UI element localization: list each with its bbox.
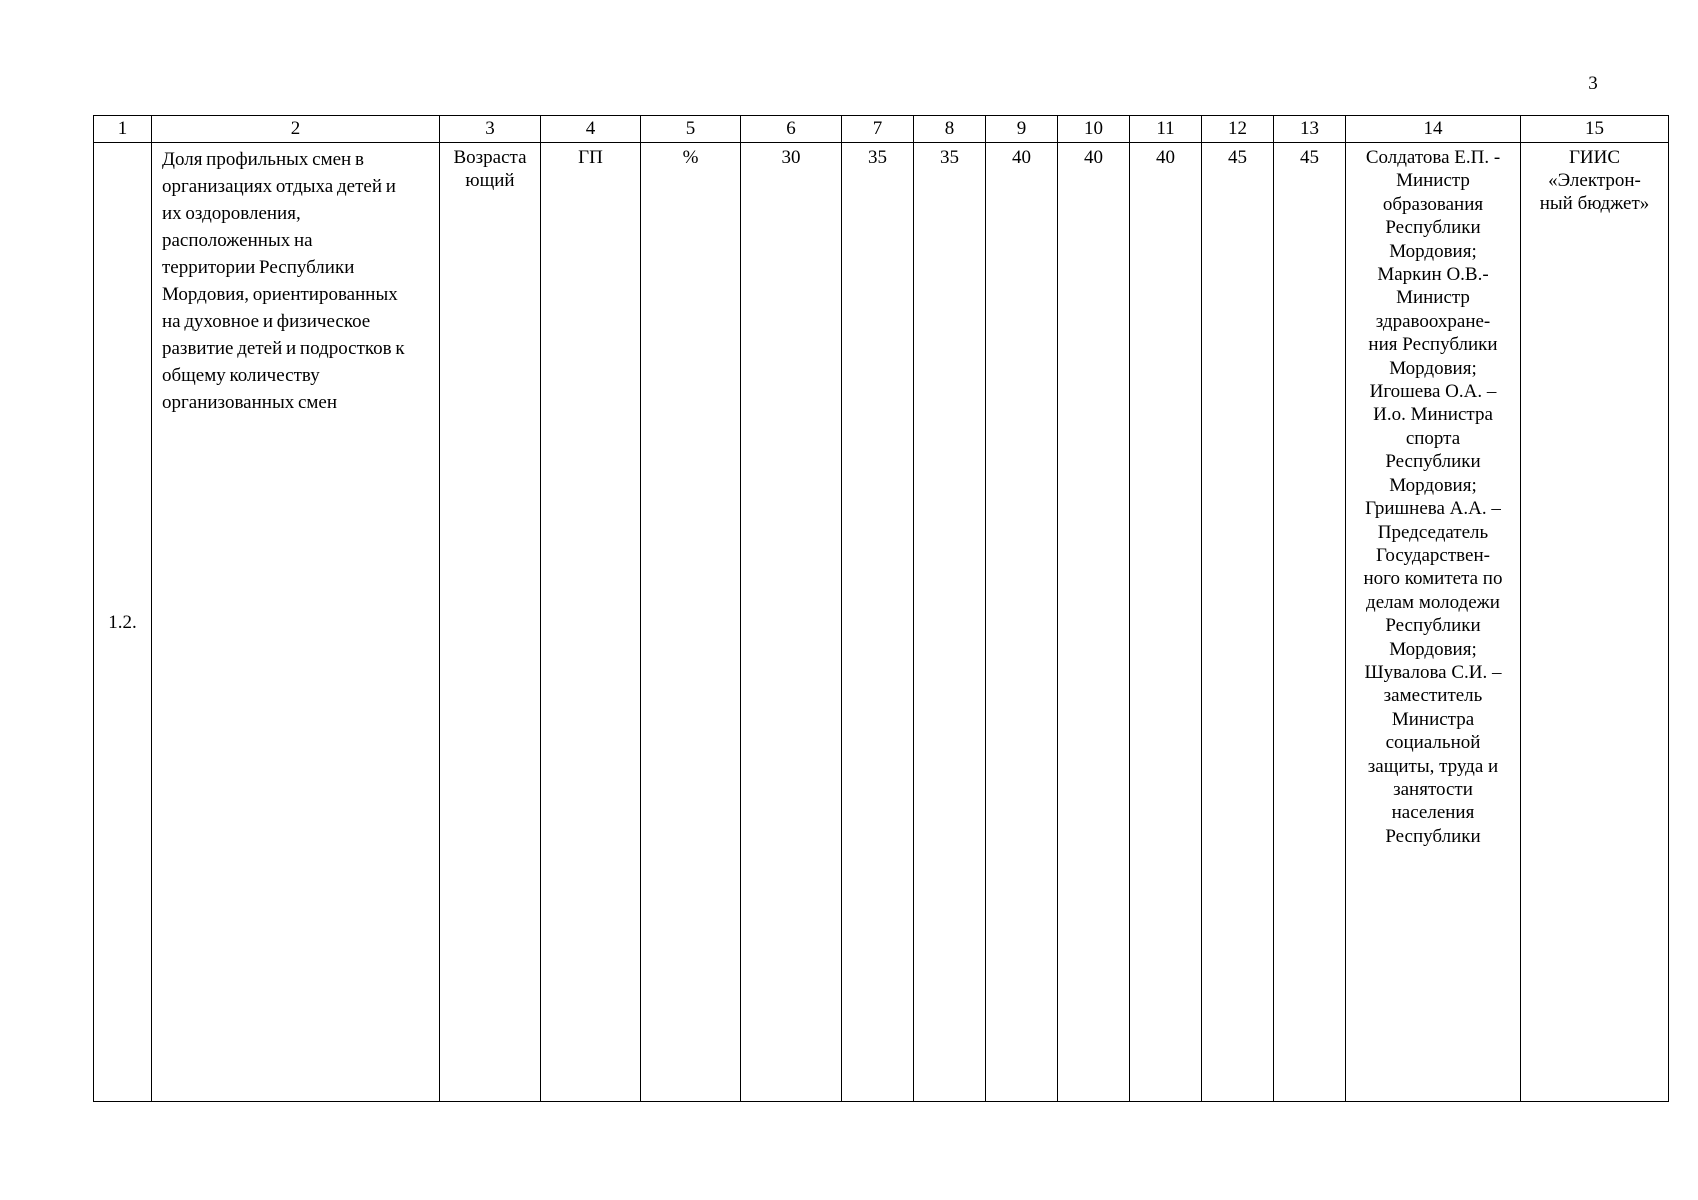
- column-number-14: 14: [1346, 116, 1521, 143]
- responsible-line: Министр: [1396, 287, 1470, 309]
- column-number-11: 11: [1130, 116, 1202, 143]
- responsible-line: Министр: [1396, 170, 1470, 192]
- row-number-cell: 1.2.: [94, 143, 152, 1102]
- data-source-line: ный бюджет»: [1539, 193, 1650, 214]
- responsible-line: Маркин О.В.-: [1377, 264, 1489, 286]
- column-number-6: 6: [741, 116, 842, 143]
- responsible-line: занятости: [1393, 778, 1473, 800]
- indicator-name-line: Мордовия, ориентированных: [162, 284, 398, 305]
- column-number-3: 3: [440, 116, 541, 143]
- table-header-row: [94, 116, 1669, 143]
- column-number-7: 7: [842, 116, 914, 143]
- responsible-line: ного комитета по: [1363, 568, 1503, 590]
- table-row: [94, 143, 1669, 1102]
- responsible-line: здравоохране-: [1375, 310, 1491, 332]
- column-number-13: 13: [1274, 116, 1346, 143]
- responsible-line: социальной: [1385, 732, 1481, 754]
- page-number: 3: [1588, 73, 1598, 94]
- responsible-line: населения: [1391, 802, 1475, 824]
- indicator-name-line: расположенных на: [162, 230, 313, 251]
- value-cell-8: 35: [914, 143, 986, 1102]
- column-number-1: 1: [94, 116, 152, 143]
- indicators-table: [93, 115, 1669, 1102]
- indicator-name-line: организованных смен: [162, 392, 338, 413]
- indicator-name-line: их оздоровления,: [162, 203, 301, 224]
- column-number-10: 10: [1058, 116, 1130, 143]
- value-cell-12: 45: [1202, 143, 1274, 1102]
- indicator-name-line: организациях отдыха детей и: [162, 176, 396, 197]
- direction-line: ющий: [465, 170, 515, 191]
- responsible-line: ния Республики: [1368, 334, 1498, 356]
- value-cell-11: 40: [1130, 143, 1202, 1102]
- responsible-line: Республики: [1385, 615, 1481, 637]
- responsible-line: Республики: [1385, 825, 1481, 847]
- column-number-8: 8: [914, 116, 986, 143]
- value-cell-6: 30: [741, 143, 842, 1102]
- direction-line: Возраста: [453, 147, 527, 168]
- responsible-line: Республики: [1385, 217, 1481, 239]
- responsible-line: Гришнева А.А. –: [1365, 498, 1501, 520]
- responsible-cell: [1346, 143, 1521, 1102]
- responsible-line: Государствен-: [1376, 544, 1490, 566]
- column-number-4: 4: [541, 116, 641, 143]
- value-cell-9: 40: [986, 143, 1058, 1102]
- responsible-line: защиты, труда и: [1367, 755, 1499, 777]
- indicator-name-line: Доля профильных смен в: [162, 149, 364, 170]
- data-source-line: «Электрон-: [1548, 170, 1641, 191]
- value-cell-10: 40: [1058, 143, 1130, 1102]
- responsible-line: Солдатова Е.П. -: [1365, 147, 1501, 168]
- column-number-12: 12: [1202, 116, 1274, 143]
- responsible-line: Мордовия;: [1389, 638, 1477, 660]
- direction-cell: [440, 143, 541, 1102]
- responsible-line: И.о. Министра: [1373, 404, 1493, 426]
- responsible-line: Республики: [1385, 451, 1481, 473]
- responsible-line: спорта: [1405, 427, 1461, 449]
- value-cell-13: 45: [1274, 143, 1346, 1102]
- responsible-line: Мордовия;: [1389, 357, 1477, 379]
- responsible-line: Шувалова С.И. –: [1364, 661, 1502, 683]
- indicator-name-line: развитие детей и подростков к: [162, 338, 405, 359]
- responsible-line: Мордовия;: [1389, 240, 1477, 262]
- column-number-15: 15: [1521, 116, 1669, 143]
- unit-cell: %: [641, 143, 741, 1102]
- data-source-cell: [1521, 143, 1669, 1102]
- responsible-line: заместитель: [1383, 685, 1483, 707]
- indicator-name-line: территории Республики: [162, 257, 355, 278]
- indicator-name-line: на духовное и физическое: [162, 311, 371, 332]
- column-number-5: 5: [641, 116, 741, 143]
- indicator-name-line: общему количеству: [162, 365, 320, 386]
- column-number-9: 9: [986, 116, 1058, 143]
- responsible-line: Министра: [1391, 708, 1475, 730]
- data-source-line: ГИИС: [1568, 147, 1621, 168]
- value-cell-7: 35: [842, 143, 914, 1102]
- responsible-line: Мордовия;: [1389, 474, 1477, 496]
- responsible-line: делам молодежи: [1366, 591, 1500, 613]
- column-number-2: 2: [152, 116, 440, 143]
- responsible-line: Председатель: [1377, 521, 1489, 543]
- type-cell: ГП: [541, 143, 641, 1102]
- responsible-line: Игошева О.А. –: [1369, 381, 1497, 403]
- indicator-name-cell: [152, 143, 440, 1102]
- responsible-line: образования: [1382, 193, 1484, 215]
